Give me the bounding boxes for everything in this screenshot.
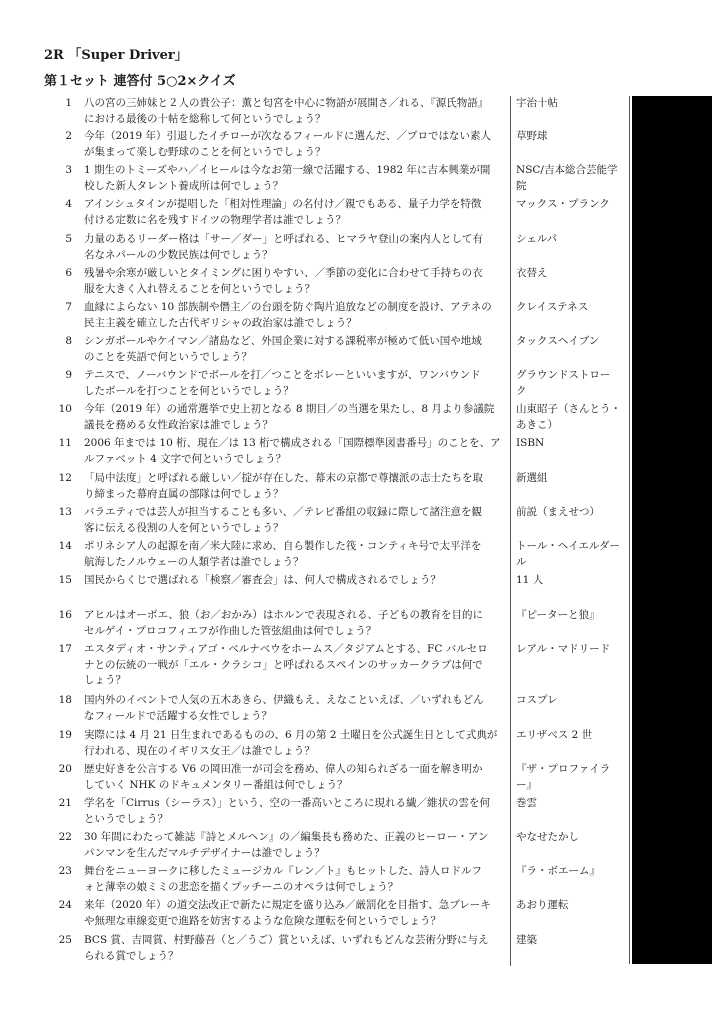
answer-text: シェルパ bbox=[516, 233, 558, 245]
round-title: 2R 「Super Driver」 bbox=[44, 48, 188, 63]
right-column-divider bbox=[629, 96, 630, 964]
answer-text: 山東昭子（さんとう・ あきこ） bbox=[516, 403, 621, 431]
question-number: 10 bbox=[58, 403, 72, 415]
question-text: テニスで、ノーバウンドでボールを打／つことをボレーといいますが、ワンバウンド したボールを打つことを何というでしょう？ bbox=[84, 369, 481, 397]
answer-text: エリザベス 2 世 bbox=[516, 729, 593, 741]
answer-text: 建築 bbox=[516, 934, 537, 946]
question-number: 13 bbox=[58, 506, 72, 518]
question-text: 学名を「Cirrus（シーラス）」という、空の一番高いところに現れる繊／維状の雲を何 というでしょう？ bbox=[84, 797, 491, 825]
hidden-column-block bbox=[632, 96, 712, 964]
question-text: 2006 年までは 10 桁、現在／は 13 桁で構成される「国際標準図書番号」のことを、ア ルファベット 4 文字で何というでしょう？ bbox=[84, 437, 501, 465]
answer-text: 『ザ・プロファイラ ー』 bbox=[516, 763, 611, 791]
question-number: 9 bbox=[65, 369, 72, 381]
question-number: 16 bbox=[58, 609, 72, 621]
quiz-table bbox=[0, 96, 724, 976]
question-number: 7 bbox=[65, 301, 72, 313]
question-text: 血縁によらない 10 部族制や僭主／の台頭を防ぐ陶片追放などの制度を設け、アテネの 民主主義を確立した古代ギリシャの政治家は誰でしょう？ bbox=[84, 301, 492, 329]
answer-text: 『ピーターと狼』 bbox=[516, 609, 600, 621]
question-number: 24 bbox=[58, 899, 72, 911]
question-text: 実際には 4 月 21 日生まれであるものの、6 月の第 2 土曜日を公式誕生日として式典が 行われる、現在のイギリス女王／は誰でしょう？ bbox=[84, 729, 498, 757]
question-text: シンガポールやケイマン／諸島など、外国企業に対する課税率が極めて低い国や地域 のことを英語で何というでしょう？ bbox=[84, 335, 482, 363]
answer-column-divider bbox=[510, 96, 511, 966]
answer-text: レアル・マドリード bbox=[516, 643, 611, 655]
question-text: 国内外のイベントで人気の五木あきら、伊織もえ、えなこといえば、／いずれもどん なフィールドで活躍する女性でしょう？ bbox=[84, 694, 484, 722]
question-text: 八の宮の三姉妹と２人の貴公子：薫と匂宮を中心に物語が展開さ／れる、『源氏物語』 における最後の十帖を総称して何というでしょう？ bbox=[84, 97, 489, 125]
question-number: 15 bbox=[58, 574, 72, 586]
answer-text: 『ラ・ボエーム』 bbox=[516, 865, 600, 877]
question-text: ポリネシア人の起源を南／米大陸に求め、自ら製作した筏・コンティキ号で太平洋を 航海したノルウェーの人類学者は誰でしょう？ bbox=[84, 540, 482, 568]
question-text: バラエティでは芸人が担当することも多い、／テレビ番組の収録に際して諸注意を観 客に伝える役割の人を何というでしょう？ bbox=[84, 506, 482, 534]
answer-text: 宇治十帖 bbox=[516, 97, 558, 109]
question-number: 5 bbox=[65, 233, 72, 245]
question-number: 22 bbox=[58, 831, 72, 843]
question-text: 残暑や余寒が厳しいとタイミングに困りやすい、／季節の変化に合わせて手持ちの衣 服を大きく入れ替えることを何というでしょう？ bbox=[84, 267, 483, 295]
answer-text: 草野球 bbox=[516, 130, 548, 142]
answer-text: タックスヘイブン bbox=[516, 335, 600, 347]
question-text: 今年（2019 年）の通常選挙で史上初となる 8 期目／の当選を果たし、8 月より参議院 議長を務める女性政治家は誰でしょう？ bbox=[84, 403, 495, 431]
question-text: 舞台をニューヨークに移したミュージカル『レン／ト』もヒットした、詩人ロドルフ ォと薄幸の娘ミミの悲恋を描くプッチーニのオペラは何でしょう？ bbox=[84, 865, 483, 893]
question-number: 23 bbox=[58, 865, 72, 877]
set-title: 第１セット 連答付 5○2×クイズ bbox=[44, 74, 236, 89]
question-text: 今年（2019 年）引退したイチローが次なるフィールドに選んだ、／プロではない素人 が集まって楽しむ野球のことを何というでしょう？ bbox=[84, 130, 492, 158]
question-text: 歴史好きを公言する V6 の岡田准一が司会を務め、偉人の知られざる一面を解き明か していく NHK のドキュメンタリー番組は何でしょう？ bbox=[84, 763, 483, 791]
question-text: BCS 賞、吉岡賞、村野藤吾（と／うご）賞といえば、いずれもどんな芸術分野に与え られる賞でしょう？ bbox=[84, 934, 489, 962]
answer-text: 11 人 bbox=[516, 574, 544, 586]
answer-text: 衣替え bbox=[516, 267, 548, 279]
question-number: 19 bbox=[58, 729, 72, 741]
question-number: 21 bbox=[58, 797, 72, 809]
question-text: 1 期生のトミーズやハ／イヒールは今なお第一線で活躍する、1982 年に吉本興業が開 校した新人タレント養成所は何でしょう？ bbox=[84, 164, 491, 192]
answer-text: 前説（まえせつ） bbox=[516, 506, 600, 518]
question-number: 20 bbox=[58, 763, 72, 775]
answer-text: やなせたかし bbox=[516, 831, 579, 843]
question-number: 8 bbox=[65, 335, 72, 347]
question-text: 30 年間にわたって雑誌『詩とメルヘン』の／編集長も務めた、正義のヒーロー・アン パンマンを生んだマルチデザイナーは誰でしょう？ bbox=[84, 831, 489, 859]
question-number: 6 bbox=[65, 267, 72, 279]
question-number: 4 bbox=[65, 198, 72, 210]
question-number: 14 bbox=[58, 540, 72, 552]
question-text: 力量のあるリーダー格は「サー／ダー」と呼ばれる、ヒマラヤ登山の案内人として有 名なネパールの少数民族は何でしょう？ bbox=[84, 233, 483, 261]
question-text: 「局中法度」と呼ばれる厳しい／掟が存在した、幕末の京都で尊攘派の志士たちを取 り締まった幕府直属の部隊は何でしょう？ bbox=[84, 472, 483, 500]
question-number: 12 bbox=[58, 472, 72, 484]
question-number: 18 bbox=[58, 694, 72, 706]
question-number: 2 bbox=[65, 130, 72, 142]
question-number: 11 bbox=[58, 437, 72, 449]
question-text: アヒルはオーボエ、狼（お／おかみ）はホルンで表現される、子どもの教育を目的に セルゲイ・プロコフィエフが作曲した管弦組曲は何でしょう？ bbox=[84, 609, 484, 637]
question-number: 25 bbox=[58, 934, 72, 946]
question-number: 1 bbox=[65, 97, 72, 109]
answer-text: グラウンドストロー ク bbox=[516, 369, 611, 397]
answer-text: クレイステネス bbox=[516, 301, 589, 313]
answer-text: 巻雲 bbox=[516, 797, 537, 809]
question-text: アインシュタインが提唱した「相対性理論」の名付け／親でもある、量子力学を特徴 付ける定数に名を残すドイツの物理学者は誰でしょう？ bbox=[84, 198, 482, 226]
question-text: 国民からくじで選ばれる「検察／審査会」は、何人で構成されるでしょう？ bbox=[84, 574, 441, 586]
question-text: 来年（2020 年）の道交法改正で新たに規定を盛り込み／厳罰化を目指す、急ブレーキ や無理な車線変更で進路を妨害するような危険な運転を何というでしょう？ bbox=[84, 899, 491, 927]
answer-text: ISBN bbox=[516, 437, 545, 449]
answer-text: マックス・プランク bbox=[516, 198, 610, 210]
question-number: 3 bbox=[65, 164, 72, 176]
answer-text: 新選組 bbox=[516, 472, 548, 484]
answer-text: NSC/吉本総合芸能学 院 bbox=[516, 164, 618, 192]
question-text: エスタディオ・サンティアゴ・ベルナベウをホームス／タジアムとする、FC バルセロ ナとの伝統の一戦が「エル・クラシコ」と呼ばれるスペインのサッカークラブは何で しょう？ bbox=[84, 643, 488, 686]
question-number: 17 bbox=[58, 643, 72, 655]
answer-text: コスプレ bbox=[516, 694, 558, 706]
answer-text: トール・ヘイエルダー ル bbox=[516, 540, 620, 568]
answer-text: あおり運転 bbox=[516, 899, 569, 911]
